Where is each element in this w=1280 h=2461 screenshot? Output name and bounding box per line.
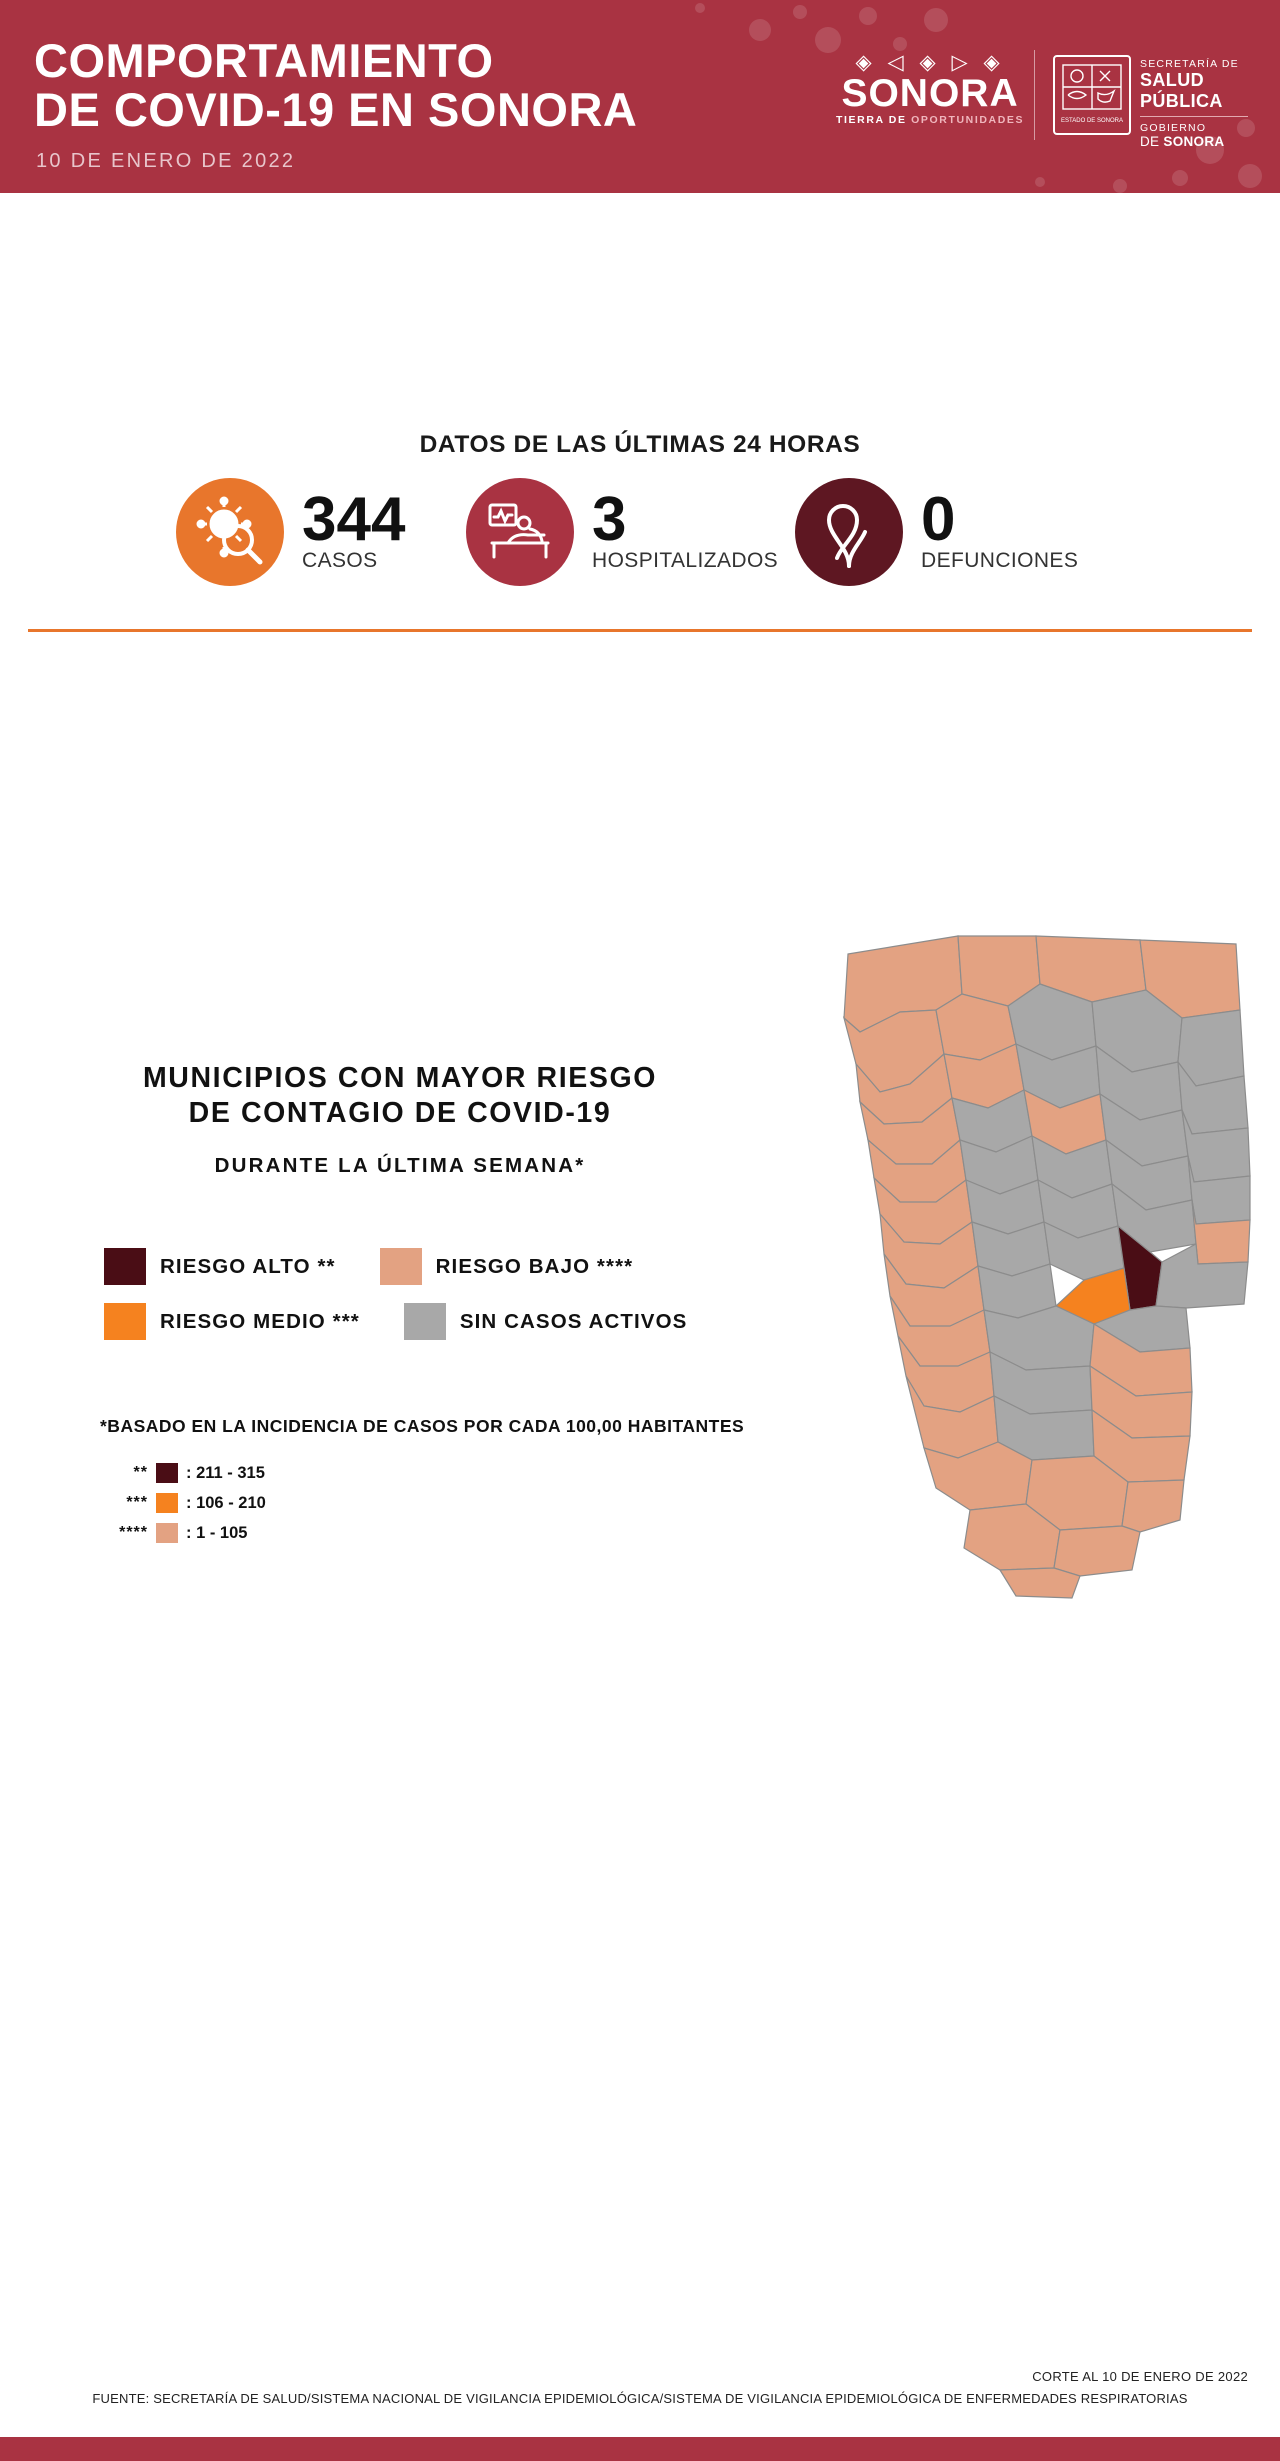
risk-map-section xyxy=(0,436,1280,1542)
header-divider xyxy=(1034,50,1035,140)
salud-line-2: SALUD PÚBLICA xyxy=(1140,70,1223,111)
range-stars-medio: *** xyxy=(126,1494,148,1511)
legend-label-riesgo-alto: RIESGO ALTO ** xyxy=(160,1254,336,1278)
range-row-medio xyxy=(104,1488,266,1518)
range-text-bajo: : 1 - 105 xyxy=(186,1523,248,1542)
last-24h-title: DATOS DE LAS ÚLTIMAS 24 HORAS xyxy=(419,431,861,458)
incidence-note: *BASADO EN LA INCIDENCIA DE CASOS POR CADA 100,00 HABITANTES xyxy=(100,1416,745,1436)
range-row-bajo xyxy=(104,1518,266,1548)
footer-fuente: FUENTE: SECRETARÍA DE SALUD/SISTEMA NACIONAL DE VIGILANCIA EPIDEMIOLÓGICA/SISTEMA DE VIGILANCIA EPIDEMIOLÓGICA DE ENFERMEDADES RESPIRATORIAS xyxy=(92,2391,1188,2406)
salud-line-4: DE SONORA xyxy=(1140,134,1225,149)
legend-swatch-riesgo-medio xyxy=(104,1303,146,1340)
legend-swatch-sin-casos xyxy=(404,1303,446,1340)
sonora-glyph-row: ◈ ◁ ◈ ▷ ◈ xyxy=(855,51,1005,74)
range-stars-bajo: **** xyxy=(119,1524,148,1541)
risk-legend xyxy=(104,1248,687,1358)
risk-ranges xyxy=(104,1458,266,1548)
legend-label-riesgo-bajo: RIESGO BAJO **** xyxy=(435,1254,634,1278)
municipality-low-26 xyxy=(1054,1526,1140,1576)
page-header xyxy=(0,0,1280,193)
report-date: 10 DE ENERO DE 2022 xyxy=(36,150,296,172)
legend-label-sin-casos: SIN CASOS ACTIVOS xyxy=(459,1309,688,1333)
stat-casos-value: 344 xyxy=(302,485,406,554)
map-title-line1: MUNICIPIOS CON MAYOR RIESGO xyxy=(142,1062,658,1094)
stat-casos-label: CASOS xyxy=(302,549,378,572)
salud-rule xyxy=(1140,116,1248,117)
footer-corte: CORTE AL 10 DE ENERO DE 2022 xyxy=(1032,2369,1248,2384)
legend-swatch-riesgo-bajo xyxy=(380,1248,422,1285)
svg-text:ESTADO DE SONORA: ESTADO DE SONORA xyxy=(1061,118,1123,124)
legend-row-1 xyxy=(104,1248,687,1285)
range-text-medio: : 106 - 210 xyxy=(186,1493,266,1512)
page-title xyxy=(34,36,637,134)
last-24h-section xyxy=(0,193,1280,572)
stat-hospitalizados-value: 3 xyxy=(592,485,627,554)
map-title xyxy=(60,1061,740,1131)
page-title-line1: COMPORTAMIENTO xyxy=(34,34,494,87)
stat-defunciones-value: 0 xyxy=(921,485,956,554)
footer-accent-bar xyxy=(0,2437,1280,2461)
sonora-municipalities-map xyxy=(840,914,1260,1604)
stat-hospitalizados-label: HOSPITALIZADOS xyxy=(592,549,779,572)
stat-defunciones-label: DEFUNCIONES xyxy=(921,549,1079,572)
range-stars-alto: ** xyxy=(133,1464,148,1481)
salud-line-1: SECRETARÍA DE xyxy=(1140,58,1239,70)
salud-line-3: GOBIERNO xyxy=(1140,122,1207,134)
municipality-low-22 xyxy=(924,1442,1032,1510)
range-text-alto: : 211 - 315 xyxy=(186,1463,265,1482)
legend-item-riesgo-bajo xyxy=(380,1248,634,1285)
sonora-wordmark: SONORA xyxy=(841,72,1019,115)
legend-item-riesgo-medio xyxy=(104,1303,360,1340)
municipality-low-24 xyxy=(1122,1480,1184,1532)
legend-row-2 xyxy=(104,1303,687,1340)
legend-label-riesgo-medio: RIESGO MEDIO *** xyxy=(160,1309,360,1333)
range-swatch-bajo xyxy=(156,1523,178,1543)
seal-emblem-icon xyxy=(1060,62,1124,128)
map-subtitle: DURANTE LA ÚLTIMA SEMANA* xyxy=(214,1154,586,1177)
range-row-alto xyxy=(104,1458,266,1488)
page-title-line2: DE COVID-19 EN SONORA xyxy=(34,83,638,136)
legend-item-riesgo-alto xyxy=(104,1248,336,1285)
salud-publica-brand xyxy=(1140,58,1280,149)
sonora-tagline: TIERRA DE OPORTUNIDADES xyxy=(836,114,1025,126)
sonora-brand-logo xyxy=(836,52,1024,126)
range-swatch-medio xyxy=(156,1493,178,1513)
municipality-low-27 xyxy=(1000,1568,1080,1598)
sonora-map-svg xyxy=(840,914,1260,1604)
map-title-line2: DE CONTAGIO DE COVID-19 xyxy=(188,1097,612,1129)
legend-swatch-riesgo-alto xyxy=(104,1248,146,1285)
range-swatch-alto xyxy=(156,1463,178,1483)
legend-item-sin-casos xyxy=(404,1303,688,1340)
sonora-state-seal xyxy=(1053,55,1131,135)
